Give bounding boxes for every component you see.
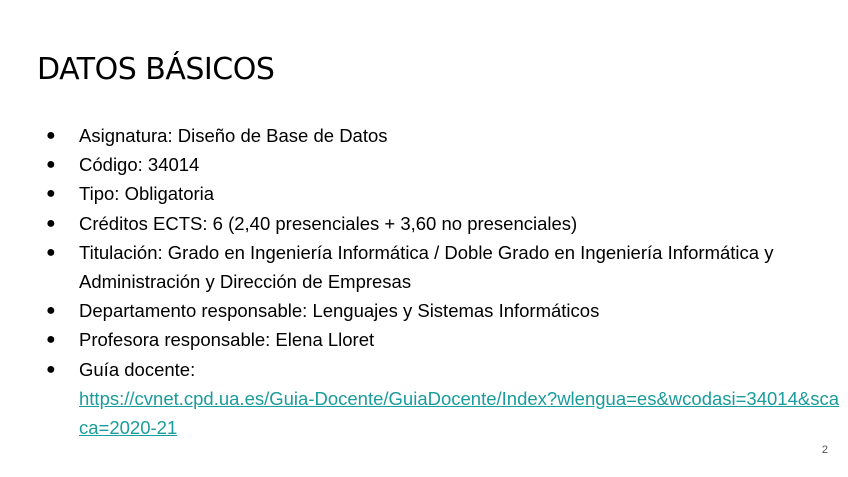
bullet-icon: ● [46, 331, 56, 349]
bullet-icon: ● [46, 243, 56, 261]
bullet-list [40, 121, 840, 442]
bullet-icon: ● [46, 185, 56, 203]
list-item-guia-docente [40, 355, 840, 443]
guide-link[interactable]: https://cvnet.cpd.ua.es/Guia-Docente/GuiaDocente/Index?wlengua=es&wcodasi=34014&scaca=2020-21 [79, 387, 840, 439]
list-item-codigo [40, 150, 840, 179]
page-number: 2 [821, 444, 828, 456]
list-item-creditos [40, 209, 840, 238]
list-item-tipo [40, 179, 840, 208]
list-item-text: Asignatura: Diseño de Base de Datos [79, 125, 388, 146]
bullet-icon: ● [46, 360, 56, 378]
bullet-icon: ● [46, 156, 56, 174]
bullet-icon: ● [46, 302, 56, 320]
list-item-text: Titulación: Grado en Ingeniería Informática / Doble Grado en Ingeniería Informática y Administración y Dirección de Empresas [79, 241, 774, 293]
list-item-text: Créditos ECTS: 6 (2,40 presenciales + 3,60 no presenciales) [79, 212, 578, 234]
list-item-text: Profesora responsable: Elena Lloret [79, 329, 375, 351]
bullet-icon: ● [46, 214, 56, 232]
slide-title: DATOS BÁSICOS [37, 52, 275, 87]
list-item-text: Código: 34014 [79, 154, 200, 176]
list-item-profesora [40, 325, 840, 354]
list-item-text: Departamento responsable: Lenguajes y Sistemas Informáticos [79, 300, 600, 322]
list-item-departamento [40, 296, 840, 325]
list-item-asignatura [40, 121, 840, 150]
list-item-titulacion [40, 238, 840, 296]
list-item-text: Tipo: Obligatoria [79, 183, 215, 205]
guide-label: Guía docente: [79, 358, 196, 380]
bullet-icon: ● [46, 127, 56, 144]
